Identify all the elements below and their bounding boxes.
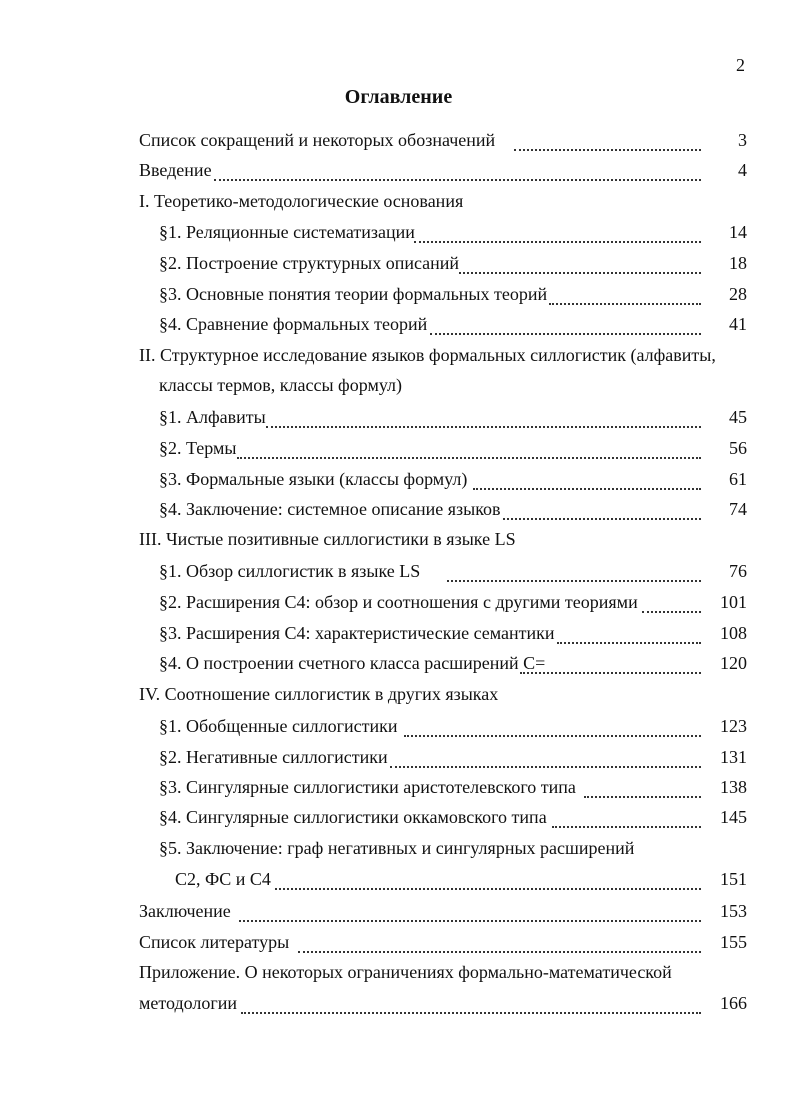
toc-entry <box>0 618 797 648</box>
toc-entry-label: §3. Сингулярные силлогистики аристотелевского типа <box>159 777 576 797</box>
toc-entry-page: 56 <box>729 438 747 458</box>
toc-entry-label: методологии <box>139 993 238 1013</box>
toc-entry-label: IV. Соотношение силлогистик в других языках <box>139 684 499 704</box>
dot-leader <box>584 774 701 798</box>
dot-leader <box>549 281 701 305</box>
dot-leader <box>642 589 701 613</box>
dot-leader <box>266 404 701 428</box>
toc-entry-label: §4. Заключение: системное описание языков <box>159 499 501 519</box>
dot-leader <box>430 311 701 335</box>
dot-leader <box>459 250 701 274</box>
toc-entry-label: Введение <box>139 160 212 180</box>
toc-entry-label: §5. Заключение: граф негативных и сингулярных расширений <box>159 838 635 858</box>
toc-entry-page: 108 <box>720 623 747 643</box>
dot-leader <box>552 804 701 828</box>
toc-entry-label: §3. Расширения C4: характеристические семантики <box>159 623 555 643</box>
toc-entry-label: Приложение. О некоторых ограничениях формально-математической <box>139 962 672 982</box>
toc-entry-label: §2. Негативные силлогистики <box>159 747 388 767</box>
dot-leader <box>404 713 701 737</box>
toc-entry-label: классы термов, классы формул) <box>159 375 403 395</box>
toc-entry-page: 61 <box>729 469 747 489</box>
toc-entry-page: 101 <box>720 592 747 612</box>
toc-entry <box>0 186 797 216</box>
toc-entry <box>0 494 797 524</box>
toc-entry-page: 120 <box>720 653 747 673</box>
toc-entry-label: II. Структурное исследование языков формальных силлогистик (алфавиты, <box>139 345 716 365</box>
dot-leader <box>557 620 701 644</box>
dot-leader <box>239 898 701 922</box>
toc-entry <box>0 772 797 802</box>
toc-entry-page: 166 <box>720 993 747 1013</box>
toc-entry-label: I. Теоретико-методологические основания <box>139 191 464 211</box>
toc-entry <box>0 896 797 926</box>
toc-entry-label: Список литературы <box>139 932 290 952</box>
toc-entry <box>0 957 797 987</box>
toc-entry <box>0 464 797 494</box>
toc-entry-page: 41 <box>729 314 747 334</box>
toc-entry-label: С2, ФС и С4 <box>175 869 271 889</box>
toc-entry <box>0 370 797 400</box>
toc-entry-page: 3 <box>738 130 747 150</box>
toc-entry <box>0 587 797 617</box>
toc-entry-label: §1. Обзор силлогистик в языке LS <box>159 561 421 581</box>
toc-entry-label: Заключение <box>139 901 231 921</box>
toc-entry-page: 138 <box>720 777 747 797</box>
toc-entry-page: 18 <box>729 253 747 273</box>
toc-entry-label: §2. Термы <box>159 438 237 458</box>
toc-entry-page: 4 <box>738 160 747 180</box>
toc-entry-page: 151 <box>720 869 747 889</box>
toc-entry <box>0 864 797 894</box>
dot-leader <box>298 929 701 953</box>
toc-entry <box>0 927 797 957</box>
toc-entry-label: §1. Обобщенные силлогистики <box>159 716 398 736</box>
dot-leader <box>414 219 701 243</box>
toc-entry-label: §1. Алфавиты <box>159 407 266 427</box>
toc-entry-label: Список сокращений и некоторых обозначений <box>139 130 496 150</box>
toc-entry <box>0 248 797 278</box>
page-title: Оглавление <box>344 86 453 108</box>
toc-entry <box>0 802 797 832</box>
page-number: 2 <box>736 55 745 75</box>
dot-leader <box>473 466 701 490</box>
toc-entry <box>0 433 797 463</box>
dot-leader <box>503 496 701 520</box>
toc-entry-label: III. Чистые позитивные силлогистики в языке LS <box>139 529 516 549</box>
toc-entry <box>0 155 797 185</box>
toc-entry <box>0 648 797 678</box>
toc-entry-label: §2. Расширения C4: обзор и соотношения с другими теориями <box>159 592 638 612</box>
toc-entry <box>0 988 797 1018</box>
dot-leader <box>237 435 701 459</box>
toc-entry <box>0 402 797 432</box>
toc-entry-label: §4. О построении счетного класса расширений C= <box>159 653 546 673</box>
toc-entry <box>0 125 797 155</box>
toc-entry-page: 155 <box>720 932 747 952</box>
toc-entry-page: 123 <box>720 716 747 736</box>
toc-entry-page: 145 <box>720 807 747 827</box>
dot-leader <box>520 650 701 674</box>
toc-entry <box>0 524 797 554</box>
toc-entry-page: 153 <box>720 901 747 921</box>
dot-leader <box>390 744 701 768</box>
toc-entry <box>0 833 797 863</box>
dot-leader <box>275 866 701 890</box>
toc-entry <box>0 742 797 772</box>
toc-entry-label: §3. Формальные языки (классы формул) <box>159 469 468 489</box>
toc-entry-label: §3. Основные понятия теории формальных теорий <box>159 284 548 304</box>
toc-entry-label: §4. Сингулярные силлогистики оккамовского типа <box>159 807 547 827</box>
toc-entry-label: §4. Сравнение формальных теорий <box>159 314 428 334</box>
toc-entry <box>0 711 797 741</box>
toc-entry-label: §1. Реляционные систематизации <box>159 222 415 242</box>
toc-entry <box>0 679 797 709</box>
toc-entry <box>0 340 797 370</box>
toc-entry-page: 74 <box>729 499 747 519</box>
toc-entry-page: 131 <box>720 747 747 767</box>
toc-entry-page: 14 <box>729 222 747 242</box>
toc-entry <box>0 217 797 247</box>
toc-entry-page: 45 <box>729 407 747 427</box>
toc-entry <box>0 309 797 339</box>
toc-entry <box>0 279 797 309</box>
dot-leader <box>241 990 701 1014</box>
toc-entry-page: 28 <box>729 284 747 304</box>
dot-leader <box>214 157 701 181</box>
toc-entry-label: §2. Построение структурных описаний <box>159 253 460 273</box>
dot-leader <box>447 558 701 582</box>
dot-leader <box>514 127 701 151</box>
toc-entry <box>0 556 797 586</box>
toc-entry-page: 76 <box>729 561 747 581</box>
